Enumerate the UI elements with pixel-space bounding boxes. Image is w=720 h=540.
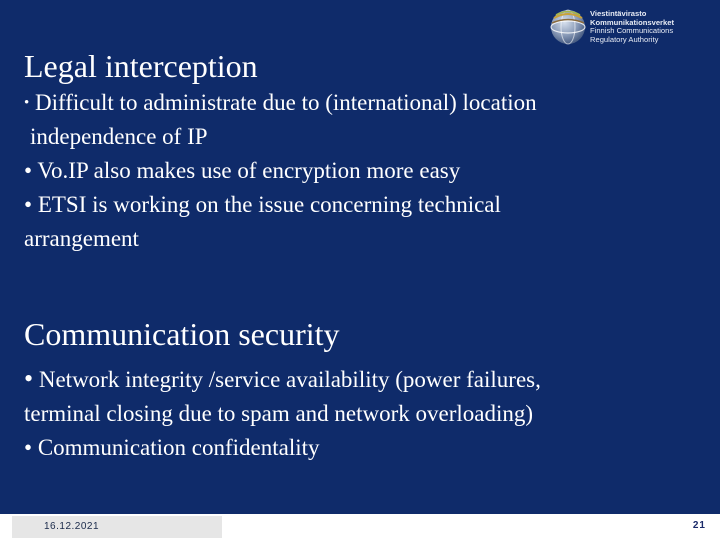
section1-body <box>24 86 694 256</box>
bullet-item <box>24 188 694 222</box>
bullet-text: Vo.IP also makes use of encryption more easy <box>32 158 461 183</box>
bullet-icon: • <box>24 192 33 217</box>
logo-line-3: Finnish Communications <box>590 26 674 36</box>
bullet-icon: • <box>24 364 34 393</box>
bullet-continuation: terminal closing due to spam and network overloading) <box>24 401 534 426</box>
logo-line-4: Regulatory Authority <box>590 35 659 45</box>
bullet-continuation: arrangement <box>24 226 139 251</box>
bullet-text: Communication confidentality <box>32 435 320 460</box>
bullet-icon: • <box>24 95 30 111</box>
bullet-item <box>24 86 694 120</box>
date-box <box>12 516 222 538</box>
section2-body <box>24 362 694 465</box>
bullet-item <box>24 431 694 465</box>
footer-bar <box>0 514 720 540</box>
authority-logo <box>548 6 714 50</box>
logo-line-1: Viestintävirasto <box>590 9 647 18</box>
bullet-icon: • <box>24 158 33 183</box>
section-title-legal-interception: Legal interception <box>24 48 258 84</box>
bullet-continuation: independence of IP <box>30 124 208 149</box>
page-number: 21 <box>692 520 706 531</box>
bullet-text: Network integrity /service availability (power failures, <box>33 367 541 392</box>
section-title-communication-security: Communication security <box>24 316 340 352</box>
logo-line-2: Kommunikationsverket <box>590 17 674 27</box>
bullet-item <box>24 154 694 188</box>
bullet-text: Difficult to administrate due to (international) location <box>29 90 537 115</box>
bullet-item <box>24 362 694 397</box>
bullet-icon: • <box>24 435 33 460</box>
footer-date: 16.12.2021 <box>44 521 100 532</box>
bullet-text: ETSI is working on the issue concerning technical <box>32 192 501 217</box>
globe-logo-icon <box>548 6 588 46</box>
